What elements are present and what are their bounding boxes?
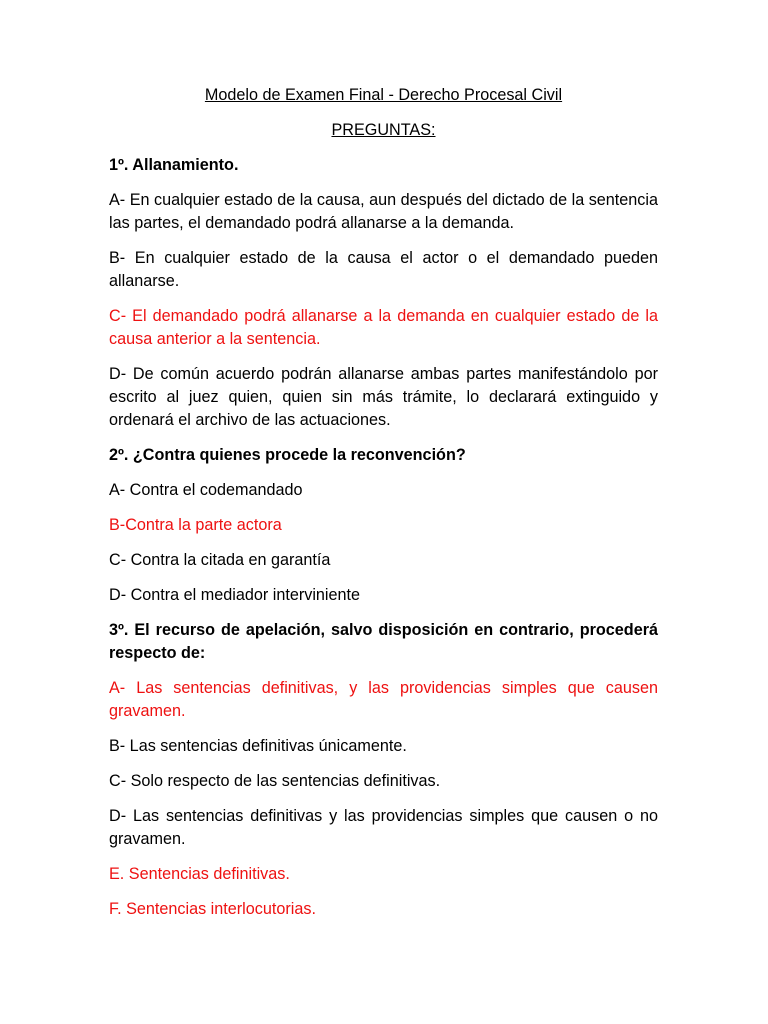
question-3-title: 3º. El recurso de apelación, salvo disposición en contrario, procederá respecto de: [109,621,658,662]
question-3-option-e: E. Sentencias definitivas. [109,865,290,883]
question-2-option-c: C- Contra la citada en garantía [109,551,331,569]
question-2-option-d: D- Contra el mediador interviniente [109,586,361,604]
question-2-option-a: A- Contra el codemandado [109,481,303,499]
question-1-option-b: B- En cualquier estado de la causa el actor o el demandado pueden allanarse. [109,249,658,290]
question-3-option-b: B- Las sentencias definitivas únicamente. [109,737,407,755]
section-heading: PREGUNTAS: [331,121,436,139]
question-1-option-c: C- El demandado podrá allanarse a la demanda en cualquier estado de la causa anterior a la sentencia. [109,307,658,348]
question-3-option-f: F. Sentencias interlocutorias. [109,900,316,918]
question-1-option-d: D- De común acuerdo podrán allanarse ambas partes manifestándolo por escrito al juez quien, quien sin más trámite, lo declarará extinguido y ordenará el archivo de las actuaciones. [109,365,658,429]
question-3-option-a: A- Las sentencias definitivas, y las providencias simples que causen gravamen. [109,679,658,720]
question-1-option-a: A- En cualquier estado de la causa, aun después del dictado de la sentencia las partes, el demandado podrá allanarse a la demanda. [109,191,658,232]
question-2-option-b: B-Contra la parte actora [109,516,282,534]
document-title: Modelo de Examen Final - Derecho Procesal Civil [204,86,563,104]
document-body [109,84,658,933]
question-3-option-d: D- Las sentencias definitivas y las providencias simples que causen o no gravamen. [109,807,658,848]
question-1-title: 1º. Allanamiento. [109,156,239,174]
question-2-title: 2º. ¿Contra quienes procede la reconvención? [109,446,466,464]
question-3-option-c: C- Solo respecto de las sentencias definitivas. [109,772,441,790]
